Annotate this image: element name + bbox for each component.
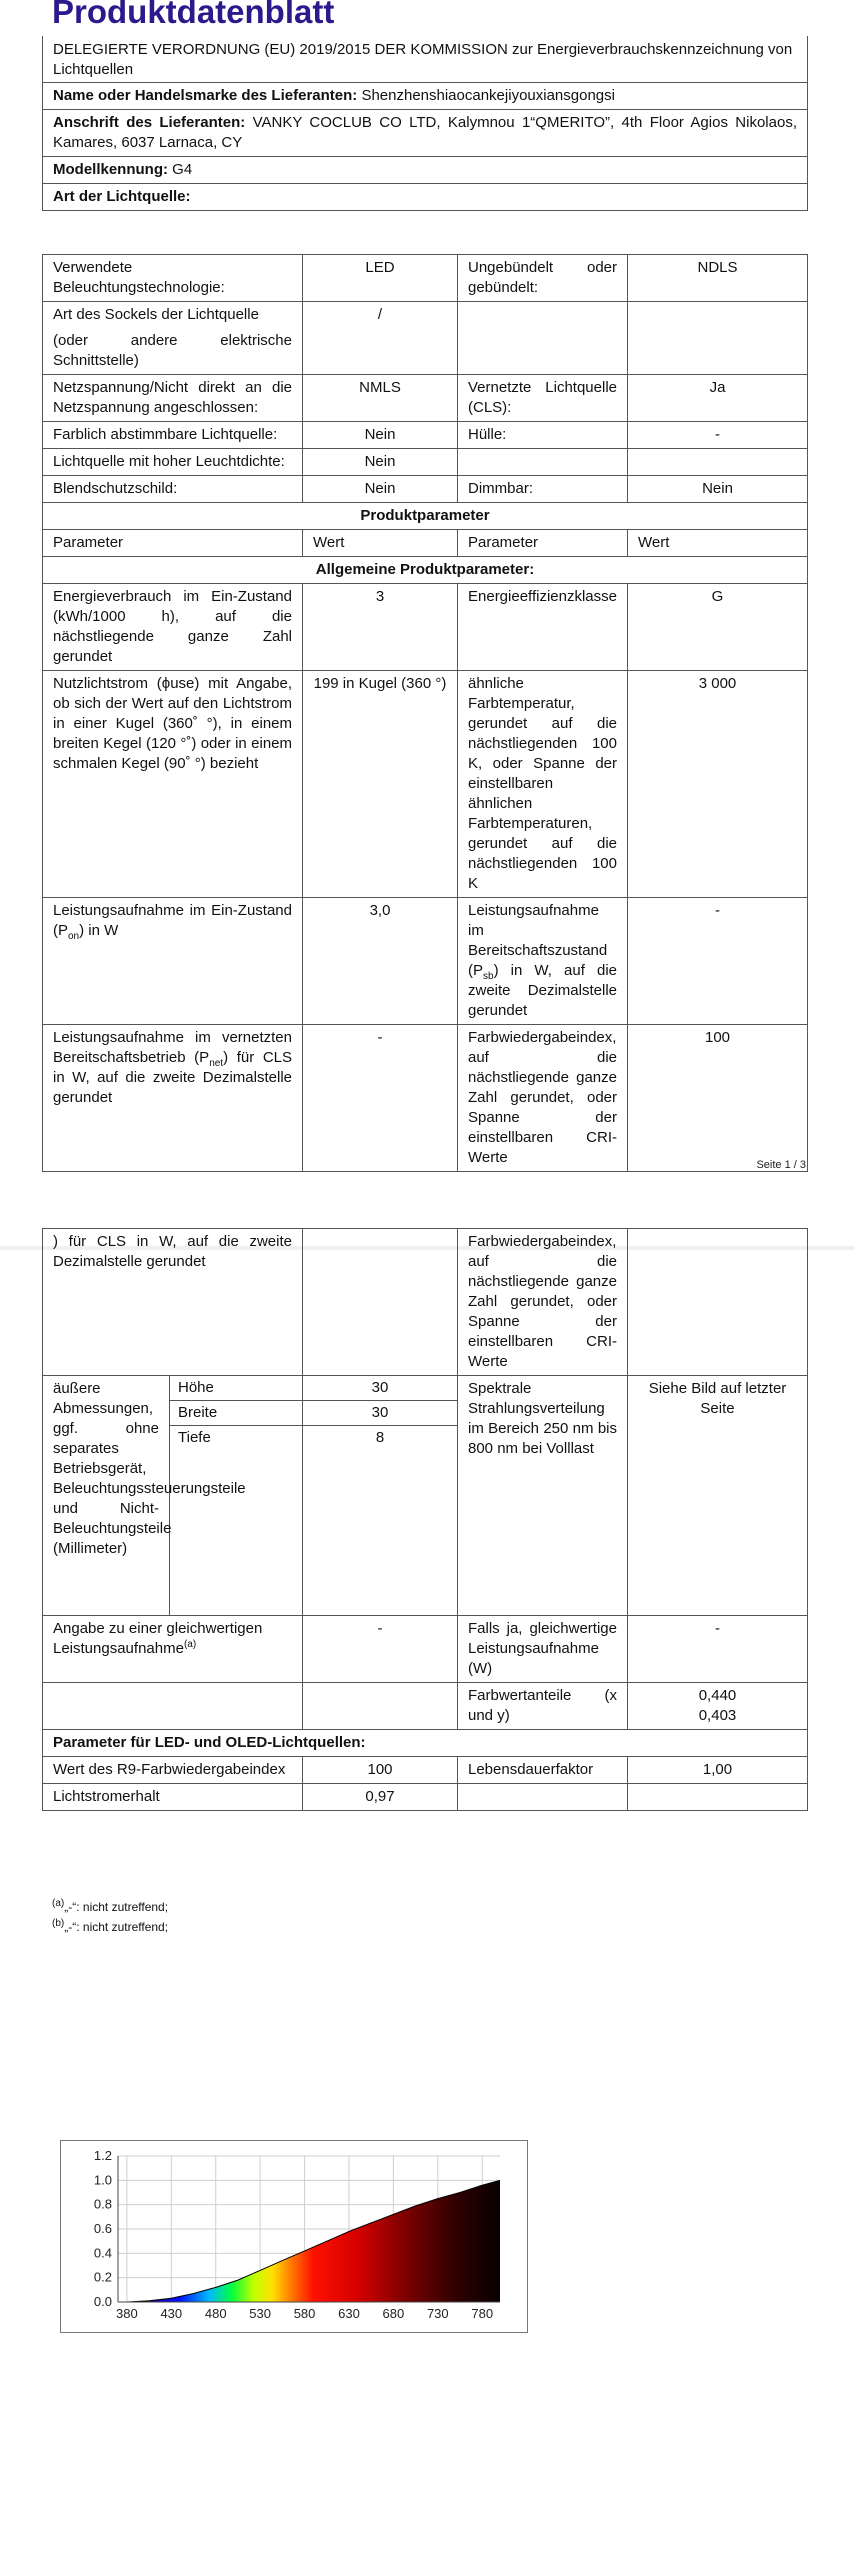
y-tick-label: 0.2 [93,2269,112,2285]
standby-power-text: Leistungsaufnahme im Bereitschaftszustand (P [468,902,608,979]
height-label: Höhe [170,1376,303,1401]
on-mode-power-sub: on [68,931,80,942]
energy-consumption-label: Energieverbrauch im Ein-Zustand (kWh/1000 h), auf die nächstliegende ganze Zahl gerundet [43,584,303,671]
empty-cell [43,1683,303,1730]
tech-value: LED [303,255,458,302]
depth-value: 8 [303,1426,458,1616]
spd-label: Spektrale Strahlungsverteilung im Bereich 250 nm bis 800 nm bei Volllast [458,1376,628,1616]
r9-label: Wert des R9-Farbwiedergabeindex [43,1757,303,1784]
x-tick-label: 380 [116,2306,138,2321]
empty-cell [303,1229,458,1376]
x-tick-label: 580 [293,2306,316,2321]
cap-label [43,302,303,375]
page-number: Seite 1 / 3 [756,1159,806,1171]
document-page-2 [0,1233,854,2560]
dimensions-label: äußere Abmessungen, ggf. ohne separates Betriebsgerät, Beleuchtungssteuerungsteile und Nicht-Beleuchtungsteile (Millimeter) [43,1376,170,1616]
y-tick-label: 1.0 [93,2172,112,2188]
mains-label: Netzspannung/Nicht direkt an die Netzspannung angeschlossen: [43,375,303,422]
cap-label-line-2: (oder andere elektrische Schnittstelle) [53,332,292,369]
chromaticity-y: 0,403 [698,1707,737,1724]
useful-flux-value: 199 in Kugel (360 °) [303,671,458,898]
y-tick-label: 0.0 [93,2294,112,2309]
spectral-chart-svg [60,2140,528,2333]
cls-value: Ja [628,375,808,422]
product-params-heading: Produktparameter [43,503,808,530]
on-mode-power-label [43,898,303,1025]
footnote-ref-a: (a) [183,1639,197,1650]
empty-cell [628,1229,808,1376]
x-tick-label: 730 [426,2306,449,2321]
networked-standby-text: Leistungsaufnahme im vernetzten Bereitschaftsbetrieb (P [53,1029,292,1066]
x-tick-label: 630 [338,2306,360,2321]
x-tick-labels [116,2306,493,2321]
cri-value: 100 [628,1025,808,1172]
model-row [43,157,808,184]
footnote-a [52,1897,168,1917]
supplier-address-row [43,110,808,157]
bundled-label: Ungebündelt oder gebündelt: [458,255,628,302]
y-tick-label: 0.6 [93,2221,112,2236]
footnote-text: „-“: nicht zutreffend; [64,1900,169,1914]
width-value: 30 [303,1401,458,1426]
chromaticity-label: Farbwertanteile (x und y) [458,1683,628,1730]
equivalent-power-text: Angabe zu einer gleichwertigen Leistungsaufnahme [53,1620,263,1657]
general-params-heading: Allgemeine Produktparameter: [43,557,808,584]
supplier-name-label: Name oder Handelsmarke des Lieferanten: [53,87,358,104]
chromaticity-values [628,1683,808,1730]
dimmable-label: Dimmbar: [458,476,628,503]
footnote-mark: (a) [52,1898,65,1909]
cct-value: 3 000 [628,671,808,898]
col-header-param: Parameter [43,530,303,557]
height-value: 30 [303,1376,458,1401]
chromaticity-x: 0,440 [698,1687,737,1704]
col-header-value: Wert [303,530,458,557]
useful-flux-label: Nutzlichtstrom (ϕuse) mit Angabe, ob sich der Wert auf den Lichtstrom in einer Kugel (360˚ °), in einem breiten Kegel (120 °˚) oder in einem schmalen Kegel (90˚ °) bezieht [43,671,303,898]
footnote-text: „-“: nicht zutreffend; [64,1920,169,1934]
document-page-1 [0,0,854,1190]
r9-value: 100 [303,1757,458,1784]
tunable-label: Farblich abstimmbare Lichtquelle: [43,422,303,449]
cri-label-cont [458,1229,628,1376]
empty-cell [303,1683,458,1730]
y-tick-label: 0.8 [93,2196,112,2212]
params-table-continued [42,1228,808,1811]
networked-standby-text-end: ) für CLS in W, auf die zweite Dezimalstelle gerundet [53,1049,292,1106]
bundled-value: NDLS [628,255,808,302]
survival-factor-value: 1,00 [628,1757,808,1784]
lumen-maintenance-label: Lichtstromerhalt [43,1784,303,1811]
supplier-address-label: Anschrift des Lieferanten: [53,114,246,131]
model-value: G4 [172,161,193,178]
envelope-label: Hülle: [458,422,628,449]
spectral-chart [60,2140,528,2333]
y-tick-label: 1.2 [93,2148,112,2163]
energy-class-label: Energieeffizienzklasse [458,584,628,671]
standby-power-sub: sb [483,971,494,982]
page-2-content [0,1233,854,1890]
empty-cell [628,302,808,375]
anti-glare-label: Blendschutzschild: [43,476,303,503]
empty-cell [458,449,628,476]
standby-power-value: - [628,898,808,1025]
cct-label: ähnliche Farbtemperatur, gerundet auf die nächstliegenden 100 K, oder Spanne der einstellbaren ähnlichen Farbtemperaturen, gerundet auf die nächstliegenden 100 K [458,671,628,898]
col-header-param-2: Parameter [458,530,628,557]
empty-cell [458,1784,628,1811]
envelope-value: - [628,422,808,449]
cls-label: Vernetzte Lichtquelle (CLS): [458,375,628,422]
networked-standby-sub: net [209,1058,224,1069]
cri-label: Farbwiedergabeindex, auf die nächstliegende ganze Zahl gerundet, oder Spanne der einstellbaren CRI-Werte [458,1025,628,1172]
networked-standby-label-cont [43,1229,303,1376]
tunable-value: Nein [303,422,458,449]
footnote-mark: (b) [52,1918,65,1929]
equivalent-power-value: - [303,1616,458,1683]
equivalent-power-label [43,1616,303,1683]
empty-cell [628,449,808,476]
tech-label: Verwendete Beleuchtungstechnologie: [43,255,303,302]
supplier-name: Shenzhenshiaocankejiyouxiansgongsi [361,87,615,104]
supplier-name-row [43,83,808,110]
x-tick-label: 680 [382,2306,405,2321]
width-label: Breite [170,1401,303,1426]
regulation-text: DELEGIERTE VERORDNUNG (EU) 2019/2015 DER KOMMISSION zur Energieverbrauchskennzeichnung von Lichtquellen [43,36,808,83]
depth-label: Tiefe [170,1426,303,1616]
x-tick-label: 530 [249,2306,271,2321]
footnotes [52,1897,168,1937]
dimmable-value: Nein [628,476,808,503]
light-source-table [42,254,808,1172]
light-source-type-heading: Art der Lichtquelle: [43,184,808,211]
empty-cell [458,302,628,375]
lumen-maintenance-value: 0,97 [303,1784,458,1811]
empty-cell [628,1784,808,1811]
networked-standby-value: - [303,1025,458,1172]
model-label: Modellkennung: [53,161,168,178]
cap-value: / [303,302,458,375]
on-mode-power-text: Leistungsaufnahme im Ein-Zustand (P [53,902,292,939]
energy-consumption-value: 3 [303,584,458,671]
page-title: Produktdatenblatt [52,0,335,30]
y-tick-label: 0.4 [93,2245,112,2261]
cri-text-cont: Farbwiedergabeindex, auf die nächstliegende ganze Zahl gerundet, oder Spanne der einstellbaren CRI-Werte [468,1233,617,1370]
equivalent-power-if-yes-label: Falls ja, gleichwertige Leistungsaufnahme (W) [458,1616,628,1683]
x-tick-label: 430 [160,2306,183,2321]
standby-power-label [458,898,628,1025]
high-luminance-value: Nein [303,449,458,476]
led-params-heading: Parameter für LED- und OLED-Lichtquellen: [43,1730,808,1757]
x-tick-label: 480 [204,2306,227,2321]
header-table [42,36,808,211]
networked-standby-label [43,1025,303,1172]
mains-value: NMLS [303,375,458,422]
survival-factor-label: Lebensdauerfaktor [458,1757,628,1784]
high-luminance-label: Lichtquelle mit hoher Leuchtdichte: [43,449,303,476]
x-tick-label: 780 [471,2306,494,2321]
on-mode-power-text-end: ) in W [79,922,119,939]
on-mode-power-value: 3,0 [303,898,458,1025]
supplier-address: VANKY COCLUB CO LTD, Kalymnou 1“QMERITO”, 4th Floor Agios Nikolaos, Kamares, 6037 Larnaca, CY [53,114,797,151]
energy-class-value: G [628,584,808,671]
cap-label-line-1: Art des Sockels der Lichtquelle [53,306,259,323]
col-header-value-2: Wert [628,530,808,557]
anti-glare-value: Nein [303,476,458,503]
footnote-b [52,1917,168,1937]
standby-power-text-end: ) in W, auf die zweite Dezimalstelle gerundet [468,962,617,1019]
equivalent-power-if-yes-value: - [628,1616,808,1683]
spd-value: Siehe Bild auf letzter Seite [628,1376,808,1616]
networked-standby-text-cont: ) für CLS in W, auf die zweite Dezimalstelle gerundet [53,1233,292,1270]
